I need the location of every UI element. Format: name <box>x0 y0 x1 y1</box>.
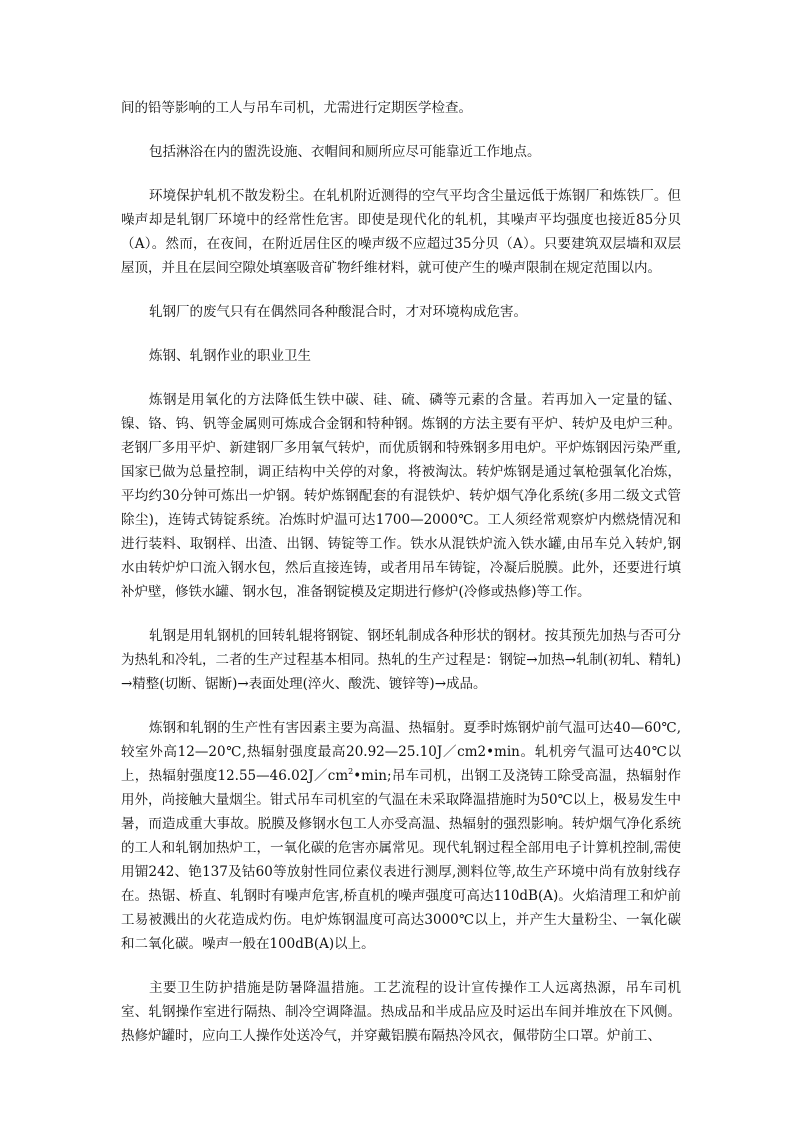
paragraph-continuation: 间的铅等影响的工人与吊车司机，尤需进行定期医学检查。 <box>121 100 472 116</box>
document-body <box>121 96 681 1048</box>
paragraph-protective-measures: 主要卫生防护措施是防暑降温措施。工艺流程的设计宣传操作工人远离热源，吊车司机室、轧钢操作室进行隔热、制冷空调降温。热成品和半成品应及时运出车间并堆放在下风侧。热修炉罐时，应向工人操作处送冷气，并穿戴铝膜布隔热冷风衣，佩带防尘口罩。炉前工、 <box>121 980 681 1044</box>
hazards-text-part-1: 炼钢和轧钢的生产性有害因素主要为高温、热辐射。夏季时炼钢炉前气温可达40—60℃,较室外高12—20℃,热辐射强度最高20.92—25.10J／cm2•min。轧机旁气温可达40℃以上，热辐射强度12.55—46.02J／cm <box>121 720 681 784</box>
paragraph-rolling: 轧钢是用轧钢机的回转轧辊将钢锭、钢坯轧制成各种形状的钢材。按其预先加热与否可分为热轧和冷轧，二者的生产过程基本相同。热轧的生产过程是：钢锭→加热→轧制(初轧、精轧)→精整(切断、锯断)→表面处理(淬火、酸洗、镀锌等)→成品。 <box>121 628 681 692</box>
paragraph-exhaust-gas: 轧钢厂的废气只有在偶然同各种酸混合时，才对环境构成危害。 <box>149 304 527 320</box>
paragraph-washroom-facilities: 包括淋浴在内的盥洗设施、衣帽间和厕所应尽可能靠近工作地点。 <box>149 144 541 160</box>
superscript: 2 <box>348 767 354 776</box>
hazards-text-part-2: •min;吊车司机，出钢工及浇铸工除受高温，热辐射作用外，尚接触大量烟尘。钳式吊车司机室的气温在未采取降温措施时为50℃以上，极易发生中暑，而造成重大事故。脱膜及修钢水包工人亦受高温、热辐射的强烈影响。转炉烟气净化系统的工人和轧钢加热炉工，一氧化碳的危害亦属常见。现代轧钢过程全部用电子计算机控制,需使用镅242、铯137及钴60等放射性同位素仪表进行测厚,测料位等,故生产环境中尚有放射线存在。热锯、桥直、轧钢时有噪声危害,桥直机的噪声强度可高达110dB(A)。火焰清理工和炉前工易被溅出的火花造成灼伤。电炉炼钢温度可高达3000℃以上，并产生大量粉尘、一氧化碳和二氧化碳。噪声一般在100dB(A)以上。 <box>121 768 681 952</box>
paragraph-steelmaking: 炼钢是用氧化的方法降低生铁中碳、硅、硫、磷等元素的含量。若再加入一定量的锰、镍、铬、钨、钒等金属则可炼成合金钢和特种钢。炼钢的方法主要有平炉、转炉及电炉三种。老钢厂多用平炉、新建钢厂多用氧气转炉，而优质钢和特殊钢多用电炉。平炉炼钢因污染严重,国家已做为总量控制，调正结构中关停的对象，将被淘汰。转炉炼钢是通过氧枪强氧化冶炼，平均约30分钟可炼出一炉钢。转炉炼钢配套的有混铁炉、转炉烟气净化系统(多用二级文式管除尘)，连铸式铸锭系统。冶炼时炉温可达1700—2000℃。工人须经常观察炉内燃烧情况和进行装料、取钢样、出渣、出钢、铸锭等工作。铁水从混铁炉流入铁水罐,由吊车兑入转炉,钢水由转炉炉口流入钢水包，然后直接连铸，或者用吊车铸锭，冷凝后脱膜。此外，还要进行填补炉壁，修铁水罐、钢水包，准备钢锭模及定期进行修炉(冷修或热修)等工作。 <box>121 392 681 600</box>
section-heading: 炼钢、轧钢作业的职业卫生 <box>149 348 311 364</box>
paragraph-hazards <box>121 716 681 956</box>
paragraph-environmental-protection: 环境保护轧机不散发粉尘。在轧机附近测得的空气平均含尘量远低于炼钢厂和炼铁厂。但噪声却是轧钢厂环境中的经常性危害。即使是现代化的轧机，其噪声平均强度也接近85分贝（A）。然而，在夜间，在附近居住区的噪声级不应超过35分贝（A）。只要建筑双层墙和双层屋顶，并且在层间空隙处填塞吸音矿物纤维材料，就可使产生的噪声限制在规定范围以内。 <box>121 188 681 276</box>
